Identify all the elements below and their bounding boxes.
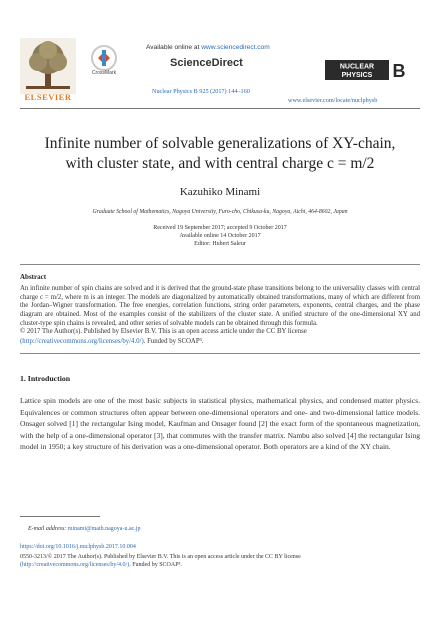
section-heading-introduction: 1. Introduction — [20, 374, 71, 383]
issn-funding: . Funded by SCOAP³. — [129, 562, 182, 568]
title-line-1: Infinite number of solvable generalizations of XY-chain, — [44, 135, 396, 152]
journal-logo-line2: PHYSICS — [341, 72, 373, 79]
article-history — [20, 224, 420, 248]
author-affiliation: Graduate School of Mathematics, Nagoya University, Furo-cho, Chikusa-ku, Nagoya, Aichi, 464-8602, Japan — [92, 209, 348, 215]
available-date: Available online 14 October 2017 — [179, 233, 261, 239]
abstract-copyright: © 2017 The Author(s). Published by Elsevier B.V. This is an open access article under the CC BY license — [20, 328, 307, 335]
issn-text: 0550-3213/© 2017 The Author(s). Published by Elsevier B.V. This is an open access article under the CC BY license — [20, 554, 301, 560]
abstract-body: An infinite number of spin chains are solved and it is derived that the ground-state phase transitions belong to the universality classes with central charge c = m/2, where m is an integer. The models are diagonalized by automatically obtained transformations, many of which are different from the Jordan–Wigner transformation. The free energies, correlation functions, string order parameters, exponents, central charges, and the phase diagram are obtained. Most of the examples consist of the stabilizers of the cluster state. A unified structure of the one-dimensional XY and cluster-type spin chains is revealed, and other series of solvable models can be obtained through this formula. — [20, 285, 420, 327]
editor-line: Editor: Hubert Saleur — [194, 241, 246, 247]
sciencedirect-link[interactable]: www.sciencedirect.com — [201, 44, 270, 51]
abstract-heading: Abstract — [20, 273, 47, 281]
abstract-license — [20, 338, 420, 345]
elsevier-tree-logo — [20, 38, 76, 94]
funding-note: . Funded by SCOAP³. — [143, 338, 204, 345]
license-link[interactable]: (http://creativecommons.org/licenses/by/4.0/) — [20, 338, 144, 345]
footnote-divider — [20, 516, 100, 517]
nuclear-physics-b-logo — [325, 60, 409, 80]
issn-copyright — [20, 553, 420, 569]
publisher-name: ELSEVIER — [24, 92, 72, 102]
sciencedirect-brand: ScienceDirect — [170, 57, 243, 69]
author-name: Kazuhiko Minami — [179, 186, 261, 198]
journal-homepage-link[interactable]: www.elsevier.com/locate/nuclphysb — [288, 97, 378, 104]
author-email — [28, 526, 140, 532]
available-online-text — [146, 44, 270, 51]
email-link[interactable]: minami@math.nagoya-u.ac.jp — [67, 526, 141, 532]
title-line-2: with cluster state, and with central charge c = m/2 — [65, 155, 375, 172]
received-date: Received 19 September 2017; accepted 9 October 2017 — [153, 225, 287, 231]
issn-license-link[interactable]: (http://creativecommons.org/licenses/by/4.0/) — [20, 562, 130, 568]
crossmark-icon[interactable] — [90, 44, 118, 72]
introduction-body: Lattice spin models are one of the most basic subjects in statistical physics, mathematical physics, and condensed matter physics. Equivalences or common structures often appear between one-dimensional operators and one- and two-dimensional lattice models. Onsager solved [1] the rectangular Ising model, Kaufman and Onsager found [2] the exact form of the spontaneous magnetization, with the help of a one-dimensional operator [3], that commutes with the transfer matrix. Nambu also solved [4] the rectangular Ising model in 1950; a key structure of his derivation was a one-dimensional operator. Both operators are a kind of the XY chain. — [20, 396, 420, 452]
doi-link[interactable]: https://doi.org/10.1016/j.nuclphysb.2017.10.004 — [20, 544, 136, 550]
journal-reference-link[interactable]: Nuclear Physics B 925 (2017) 144–160 — [152, 88, 250, 95]
email-label: E-mail address: — [28, 526, 67, 532]
article-title — [20, 134, 420, 174]
abstract-top-divider — [20, 264, 420, 265]
issn-license — [20, 561, 420, 569]
journal-logo-line1: NUCLEAR — [339, 63, 375, 71]
journal-logo-letter: B — [392, 61, 406, 80]
header-divider — [20, 108, 420, 109]
abstract-bottom-divider — [20, 353, 420, 354]
available-online-prefix: Available online at — [146, 44, 202, 51]
crossmark-label: CrossMark — [91, 70, 117, 76]
